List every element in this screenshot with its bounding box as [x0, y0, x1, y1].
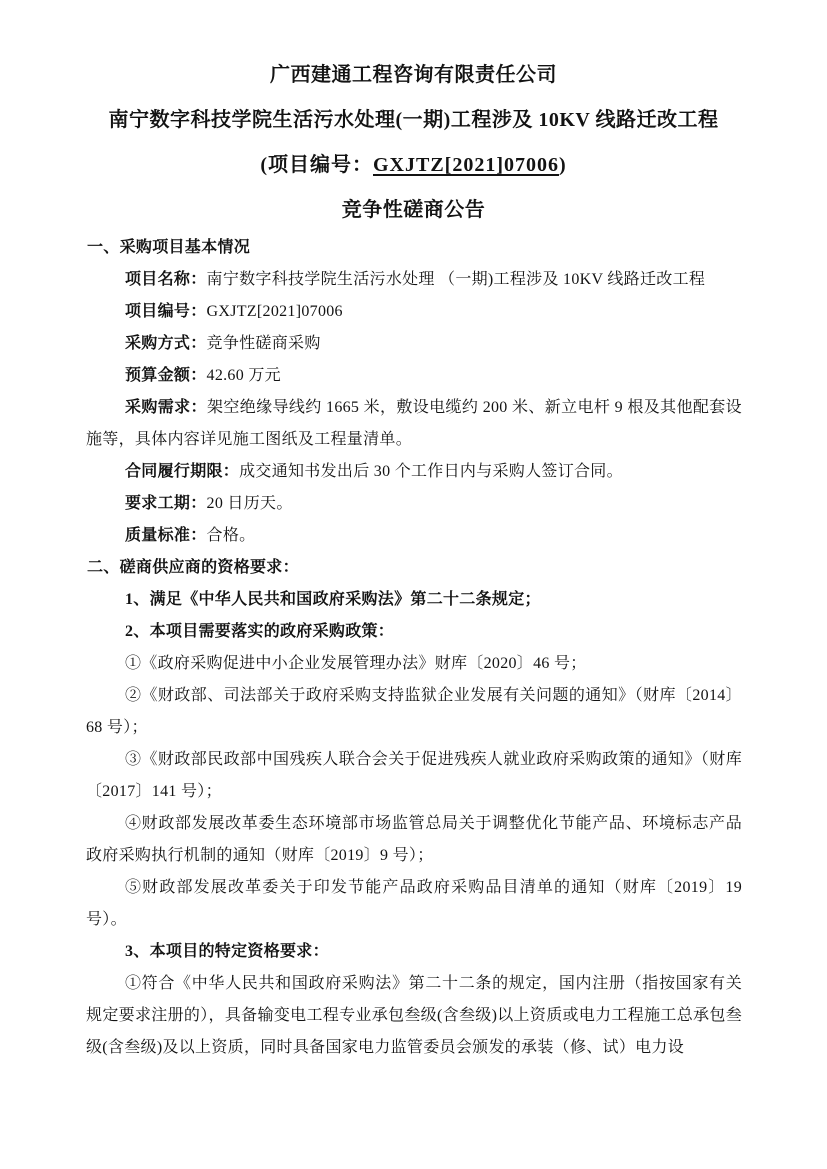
section-1-heading: 一、采购项目基本情况	[87, 239, 251, 256]
project-title: 南宁数字科技学院生活污水处理(一期)工程涉及 10KV 线路迁改工程	[108, 109, 719, 131]
field-value: 竞争性磋商采购	[206, 335, 321, 352]
document-body	[86, 232, 742, 1064]
field-project-number	[86, 296, 742, 328]
field-required-duration	[86, 488, 742, 520]
field-value: GXJTZ[2021]07006	[206, 303, 343, 320]
document-type-title: 竞争性磋商公告	[341, 199, 486, 221]
section-2-item-3: 3、本项目的特定资格要求：	[125, 943, 329, 960]
qualification-paragraph: ①符合《中华人民共和国政府采购法》第二十二条的规定，国内注册（指按国家有关规定要求注册的），具备输变电工程专业承包叁级(含叁级)以上资质或电力工程施工总承包叁级(含叁级)及以上资质，同时具备国家电力监管委员会颁发的承装（修、试）电力设	[86, 975, 742, 1056]
project-number-prefix: (项目编号：	[260, 154, 373, 176]
field-value: 南宁数字科技学院生活污水处理 （一期)工程涉及 10KV 线路迁改工程	[206, 271, 706, 288]
section-2-item-2: 2、本项目需要落实的政府采购政策：	[125, 623, 395, 640]
field-label: 预算金额：	[125, 367, 207, 384]
field-label: 要求工期：	[125, 495, 207, 512]
field-label: 采购方式：	[125, 335, 207, 352]
field-value: 42.60 万元	[206, 367, 281, 384]
document-header	[85, 62, 742, 242]
section-2-heading: 二、磋商供应商的资格要求：	[87, 559, 299, 576]
project-number-suffix: )	[559, 154, 567, 176]
policy-item-2: ②《财政部、司法部关于政府采购支持监狱企业发展有关问题的通知》（财库〔2014〕68 号）；	[86, 687, 742, 736]
field-label: 采购需求：	[125, 399, 207, 416]
field-value: 合格。	[206, 527, 256, 544]
field-quality-standard	[86, 520, 742, 552]
field-value: 架空绝缘导线约 1665 米，敷设电缆约 200 米、新立电杆 9 根及其他配套设施等，具体内容详见施工图纸及工程量清单。	[86, 399, 742, 448]
field-label: 合同履行期限：	[125, 463, 240, 480]
field-label: 项目名称：	[125, 271, 207, 288]
policy-item-4: ④财政部发展改革委生态环境部市场监管总局关于调整优化节能产品、环境标志产品政府采购执行机制的通知（财库〔2019〕9 号）；	[86, 815, 742, 864]
field-budget-amount	[86, 360, 742, 392]
field-label: 质量标准：	[125, 527, 207, 544]
field-value: 20 日历天。	[206, 495, 293, 512]
project-number: GXJTZ[2021]07006	[373, 154, 559, 176]
policy-item-5: ⑤财政部发展改革委关于印发节能产品政府采购品目清单的通知（财库〔2019〕19 号）。	[86, 879, 742, 928]
company-name: 广西建通工程咨询有限责任公司	[270, 64, 557, 86]
field-value: 成交通知书发出后 30 个工作日内与采购人签订合同。	[239, 463, 623, 480]
section-2-item-1: 1、满足《中华人民共和国政府采购法》第二十二条规定；	[125, 591, 541, 608]
field-contract-period	[86, 456, 742, 488]
project-number-line	[85, 152, 742, 178]
field-procurement-requirements	[86, 392, 742, 456]
policy-item-3: ③《财政部民政部中国残疾人联合会关于促进残疾人就业政府采购政策的通知》（财库〔2017〕141 号）；	[86, 751, 742, 800]
policy-item-1: ①《政府采购促进中小企业发展管理办法》财库〔2020〕46 号；	[125, 655, 587, 672]
field-procurement-method	[86, 328, 742, 360]
field-label: 项目编号：	[125, 303, 207, 320]
field-project-name	[86, 264, 742, 296]
